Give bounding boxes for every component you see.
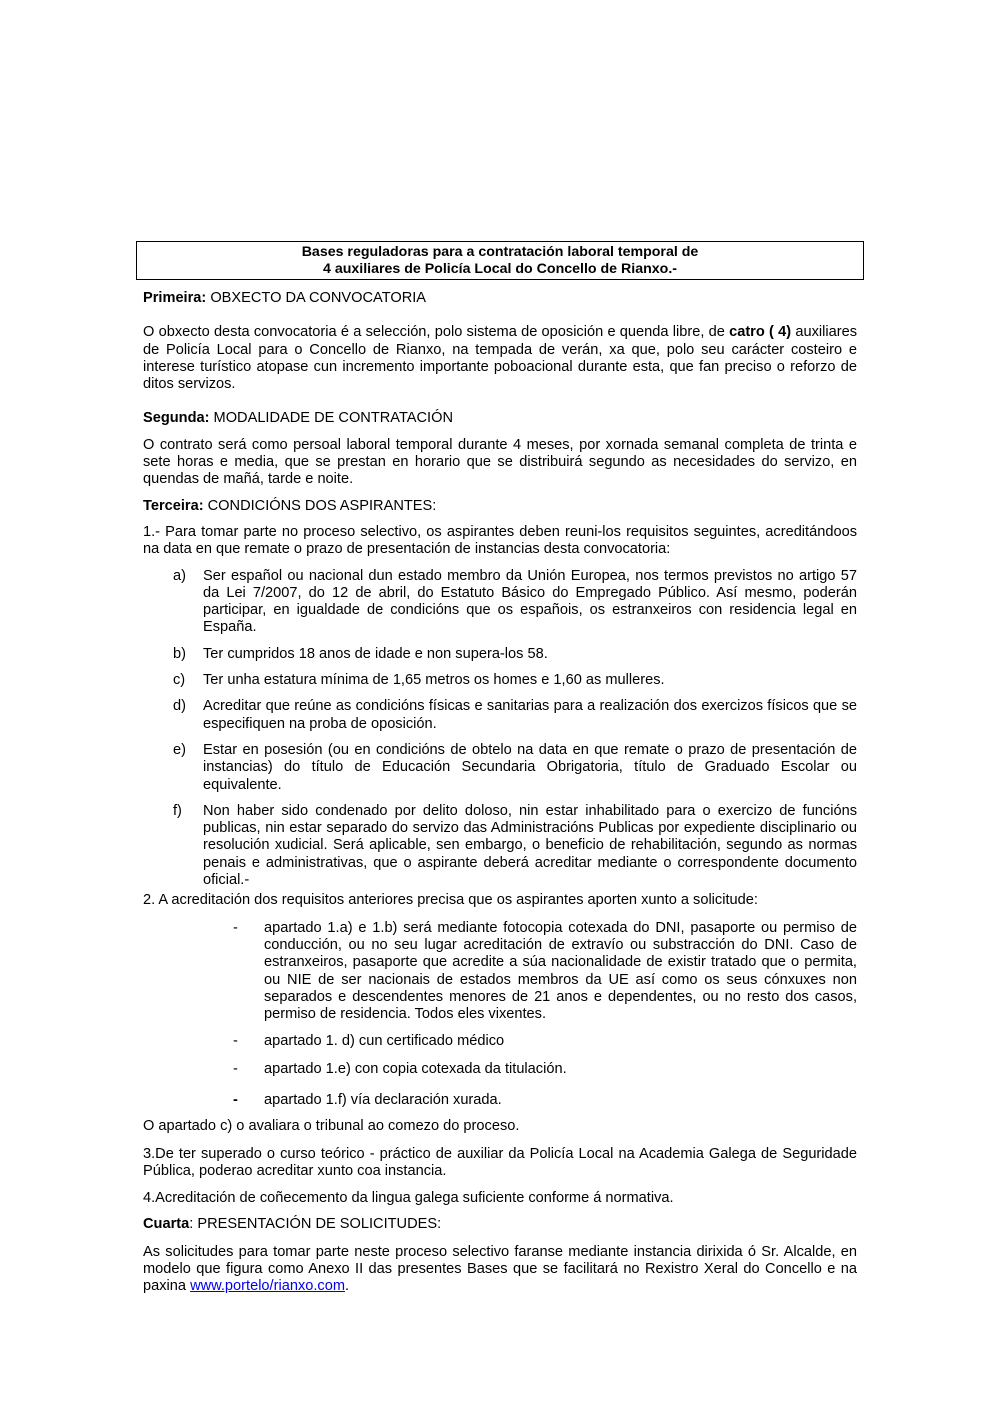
- list-item: - apartado 1.e) con copia cotexada da titulación.: [233, 1060, 567, 1077]
- list-item: b) Ter cumpridos 18 anos de idade e non supera-los 58.: [173, 645, 548, 662]
- website-link[interactable]: www.portelo/rianxo.com: [190, 1278, 345, 1295]
- section-terceira-heading: Terceira: CONDICIÓNS DOS ASPIRANTES:: [143, 497, 437, 514]
- list-item: c) Ter unha estatura mínima de 1,65 metros os homes e 1,60 as mulleres.: [173, 672, 665, 689]
- section-segunda-text: O contrato será como persoal laboral temporal durante 4 meses, por xornada semanal completa de trinta e sete horas e media, que se prestan en horario que se distribuirá segundo as necesidades do servizo, en quendas de mañá, tarde e noite.: [143, 436, 857, 488]
- section-primeira-text: O obxecto desta convocatoria é a selección, polo sistema de oposición e quenda libre, de catro ( 4) auxiliares de Policía Local para o Concello de Rianxo, na tempada de verán, xa que, polo seu carácter costeiro e interese turístico atopase cun incremento importante poboacional durante esta, que fan preciso o reforzo de ditos servizos.: [143, 324, 857, 393]
- documents-list: [143, 920, 857, 1110]
- requirements-list: [143, 568, 857, 890]
- section-terceira-point2: 2. A acreditación dos requisitos anteriores precisa que os aspirantes aporten xunto a solicitude:: [143, 892, 758, 909]
- section-terceira-intro: 1.- Para tomar parte no proceso selectivo, os aspirantes deben reuni-los requisitos seguintes, acreditándoos na data en que remate o prazo de presentación de instancias desta convocatoria:: [143, 523, 857, 558]
- list-item: - apartado 1.a) e 1.b) será mediante fotocopia cotexada do DNI, pasaporte ou permiso de conducción, ou no seu lugar acreditación de extravío ou substracción do DNI. Caso de estranxeiros, pasaporte que acredite a súa nacionalidade de existir tratado que o permita, ou NIE de ser nacionais de estados membros da UE así como os seus cónxuxes non separados e descendentes menores de 21 anos e dependentes, ou no resto dos casos, permiso de residencia. Todos eles vixentes.: [233, 919, 857, 1023]
- list-item: - apartado 1. d) cun certificado médico: [233, 1033, 505, 1050]
- title-line-2: 4 auxiliares de Policía Local do Concello de Rianxo.-: [322, 261, 677, 277]
- list-item: e) Estar en posesión (ou en condicións de obtelo na data en que remate o prazo de presentación de instancias) do título de Educación Secundaria Obrigatoria, título de Graduado Escolar ou equivalente.: [173, 741, 857, 793]
- list-item: f) Non haber sido condenado por delito doloso, nin estar inhabilitado para o exercizo de funcións publicas, nin estar separado do servizo das Administracións Publicas por expediente disciplinario ou resolución xudicial. Será aplicable, sen embargo, o beneficio de rehabilitación, segundo as normas penais e administrativas, que o aspirante deberá acreditar mediante o correspondente documento oficial.-: [173, 802, 857, 889]
- section-terceira-note-c: O apartado c) o avaliara o tribunal ao comezo do proceso.: [143, 1118, 520, 1135]
- title-line-1: Bases reguladoras para a contratación laboral temporal de: [301, 244, 699, 260]
- document-body: [143, 290, 857, 1296]
- section-cuarta-heading: Cuarta: PRESENTACIÓN DE SOLICITUDES:: [143, 1216, 442, 1233]
- section-cuarta-text: As solicitudes para tomar parte neste proceso selectivo faranse mediante instancia dirixida ó Sr. Alcalde, en modelo que figura como Anexo II das presentes Bases que se facilitará no Rexistro Xeral do Concello e na paxina www.portelo/rianxo.com.: [143, 1243, 857, 1295]
- section-segunda-heading: Segunda: MODALIDADE DE CONTRATACIÓN: [143, 410, 454, 427]
- section-primeira-heading: Primeira: OBXECTO DA CONVOCATORIA: [143, 290, 427, 306]
- list-item: a) Ser español ou nacional dun estado membro da Unión Europea, nos termos previstos no artigo 57 da Lei 7/2007, do 12 de abril, do Estatuto Básico do Empregado Público. Así mesmo, poderán participar, en igualdade de condicións que os españois, os estranxeiros con residencia legal en España.: [173, 567, 857, 636]
- list-item: d) Acreditar que reúne as condicións físicas e sanitarias para a realización dos exercizos físicos que se especifiquen na proba de oposición.: [173, 698, 857, 732]
- document-title-box: [136, 241, 864, 280]
- section-terceira-point4: 4.Acreditación de coñecemento da lingua galega suficiente conforme á normativa.: [143, 1190, 674, 1207]
- list-item: - apartado 1.f) vía declaración xurada.: [233, 1091, 502, 1108]
- section-terceira-point3: 3.De ter superado o curso teórico - práctico de auxiliar da Policía Local na Academia Galega de Seguridade Pública, poderao acreditar xunto coa instancia.: [143, 1145, 857, 1179]
